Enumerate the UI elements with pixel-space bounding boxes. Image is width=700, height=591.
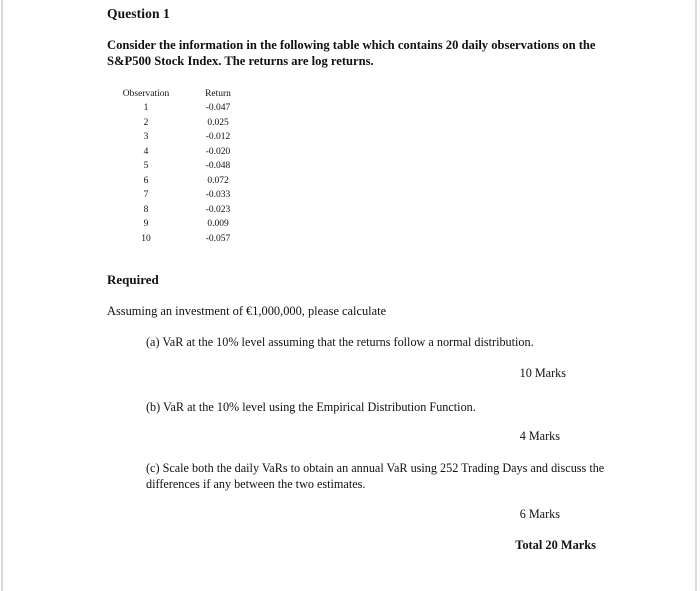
observation-cell: 9 [143, 219, 149, 230]
table-row [115, 116, 238, 131]
right-edge-line [695, 0, 697, 591]
return-cell: -0.047 [205, 103, 231, 114]
question-title: Question 1 [107, 6, 170, 21]
return-cell: 0.025 [207, 117, 229, 128]
table-row [115, 130, 238, 145]
observation-cell: 3 [143, 132, 149, 143]
header-observation: Observation [122, 88, 170, 99]
part-b-marks: 4 Marks [519, 429, 560, 443]
table-row [115, 145, 238, 160]
table-row [115, 174, 238, 189]
table-row [115, 217, 238, 232]
total-marks: Total 20 Marks [515, 538, 596, 552]
return-cell: -0.048 [205, 161, 231, 172]
table-row [115, 232, 238, 247]
header-return: Return [205, 88, 231, 99]
observation-cell: 8 [143, 204, 149, 215]
observation-cell: 2 [143, 117, 149, 128]
observation-cell: 7 [143, 190, 149, 201]
return-cell: -0.012 [205, 132, 231, 143]
return-cell: -0.023 [205, 204, 231, 215]
investment-instruction: Assuming an investment of €1,000,000, please calculate [107, 304, 387, 318]
observation-cell: 1 [143, 103, 149, 114]
return-cell: -0.033 [205, 190, 231, 201]
part-b-text: (b) VaR at the 10% level using the Empirical Distribution Function. [146, 400, 476, 414]
observation-cell: 4 [143, 146, 149, 157]
return-cell: 0.009 [207, 219, 229, 230]
part-a-text: (a) VaR at the 10% level assuming that the returns follow a normal distribution. [146, 335, 534, 349]
required-heading: Required [107, 272, 159, 287]
part-a-marks: 10 Marks [519, 366, 566, 380]
returns-table [115, 86, 238, 246]
part-c-marks: 6 Marks [519, 507, 560, 521]
observation-cell: 10 [141, 233, 151, 244]
observation-cell: 5 [143, 161, 149, 172]
left-edge-line [1, 0, 3, 591]
table-row [115, 203, 238, 218]
return-cell: -0.020 [205, 146, 231, 157]
observation-cell: 6 [143, 175, 149, 186]
table-header-row [115, 86, 238, 101]
question-intro: Consider the information in the following table which contains 20 daily observations on the S&P500 Stock Index. The returns are log returns. [107, 38, 596, 68]
table-row [115, 101, 238, 116]
table-row [115, 188, 238, 203]
return-cell: 0.072 [207, 175, 229, 186]
part-c-text: (c) Scale both the daily VaRs to obtain an annual VaR using 252 Trading Days and discuss the differences if any between the two estimates. [146, 461, 605, 491]
return-cell: -0.057 [205, 233, 231, 244]
table-row [115, 159, 238, 174]
